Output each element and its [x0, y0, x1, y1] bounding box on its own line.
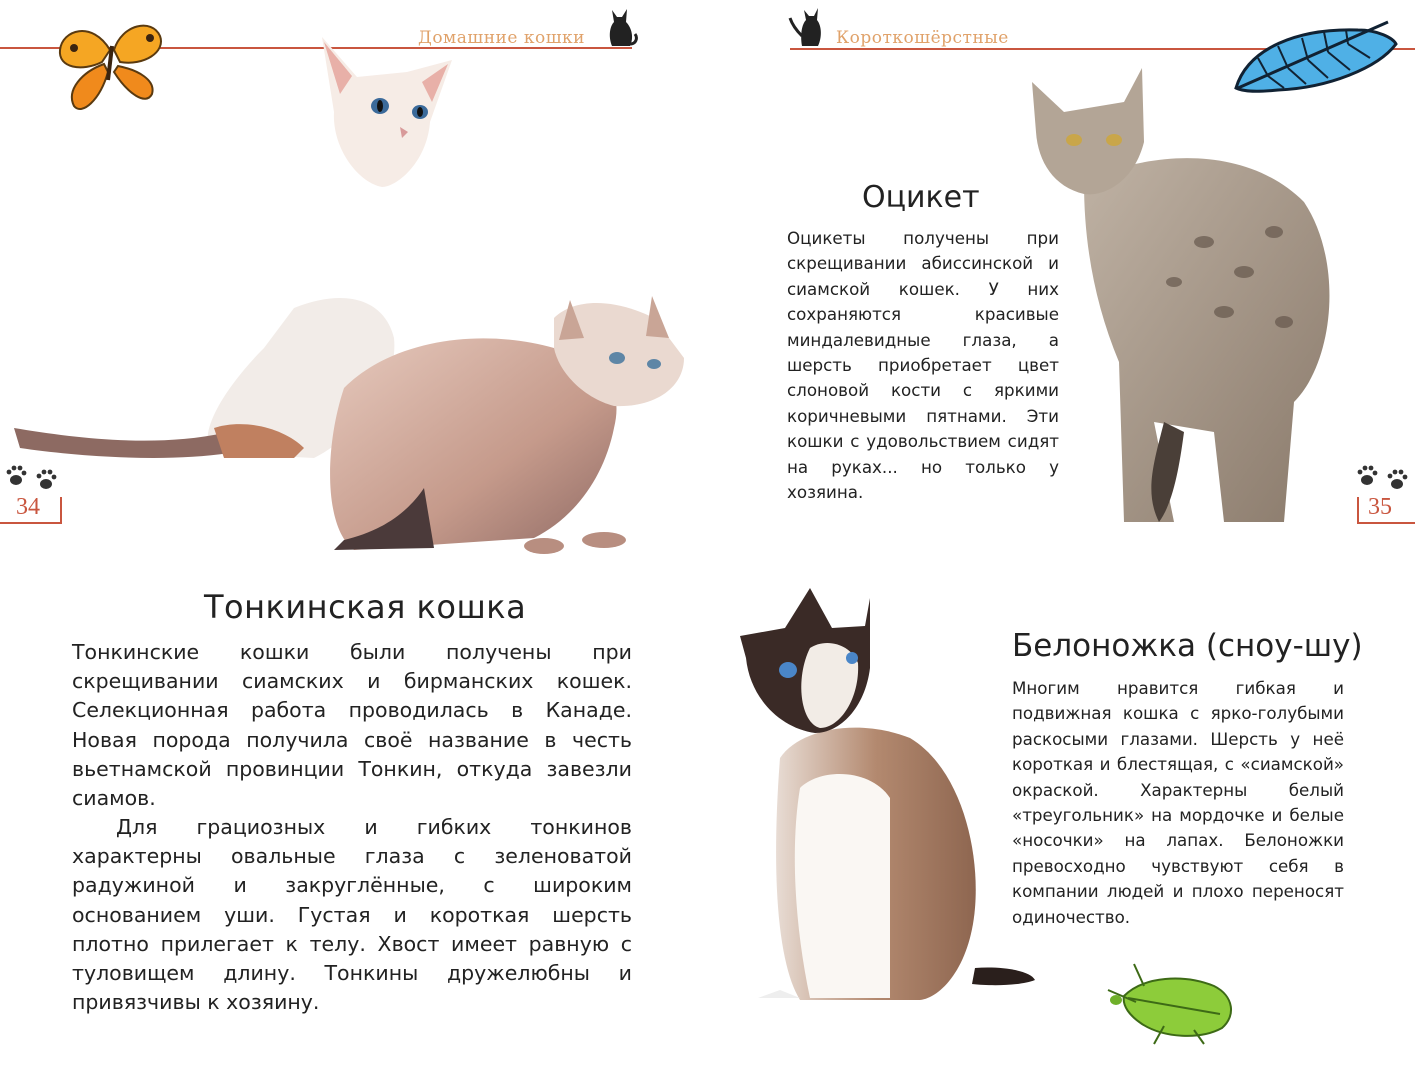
cat-silhouette-icon [788, 6, 832, 48]
snowshoe-cat-image [740, 588, 1040, 1008]
left-page-number-vrule [60, 497, 62, 524]
paw-prints-icon [1355, 462, 1415, 492]
right-page-number-rule [1357, 522, 1415, 524]
snowshoe-heading: Белоножка (сноу-шу) [1012, 628, 1363, 664]
grasshopper-icon [1104, 956, 1244, 1046]
left-running-head: Домашние кошки [418, 28, 585, 48]
right-page-number-vrule [1357, 497, 1359, 524]
white-cat-head-image [312, 32, 462, 192]
ocicat-heading: Оцикет [862, 180, 980, 215]
snowshoe-text: Многим нравится гибкая и подвижная кошка с ярко-голубыми раскосыми глазами. Шерсть у неё короткая и блестящая, с «сиамской» окраской. Характерны белый «треугольник» на мордочке и белые «носочки» на лапах. Белоножки превосходно чувствуют себя в компании людей и плохо переносят одиночество. [1012, 678, 1344, 927]
right-running-head: Короткошёрстные [836, 28, 1009, 48]
tonkinese-paragraph-1: Тонкинские кошки были получены при скрещивании сиамских и бирманских кошек. Селекционная работа проводилась в Канаде. Новая порода получила своё название в честь вьетнамской провинции Тонкин, откуда завезли сиамов. [72, 640, 632, 811]
ocicat-image [1024, 62, 1344, 532]
tonkinese-cats-image [14, 278, 694, 578]
ocicat-text: Оцикеты получены при скрещивании абиссинской и сиамской кошек. У них сохраняются красивые миндалевидные глаза, а шерсть приобретает цвет слоновой кости с яркими коричневыми пятнами. Эти кошки с удовольствием сидят на руках... но только у хозяина. [787, 228, 1059, 503]
tonkinese-paragraph-2: Для грациозных и гибких тонкинов характерны овальные глаза с зеленоватой радужиной и закруглённые, с широким основанием уши. Густая и короткая шерсть плотно прилегает к телу. Хвост имеет равную с туловищем длину. Тонкины дружелюбны и привязчивы к хозяину. [72, 815, 632, 1015]
tonkinese-heading: Тонкинская кошка [204, 588, 527, 626]
right-page-number: 35 [1368, 494, 1392, 520]
paw-prints-icon [4, 462, 64, 492]
left-page-number-rule [0, 522, 60, 524]
butterfly-icon [52, 10, 172, 120]
cat-silhouette-icon [602, 6, 638, 48]
left-page-number: 34 [16, 494, 40, 520]
